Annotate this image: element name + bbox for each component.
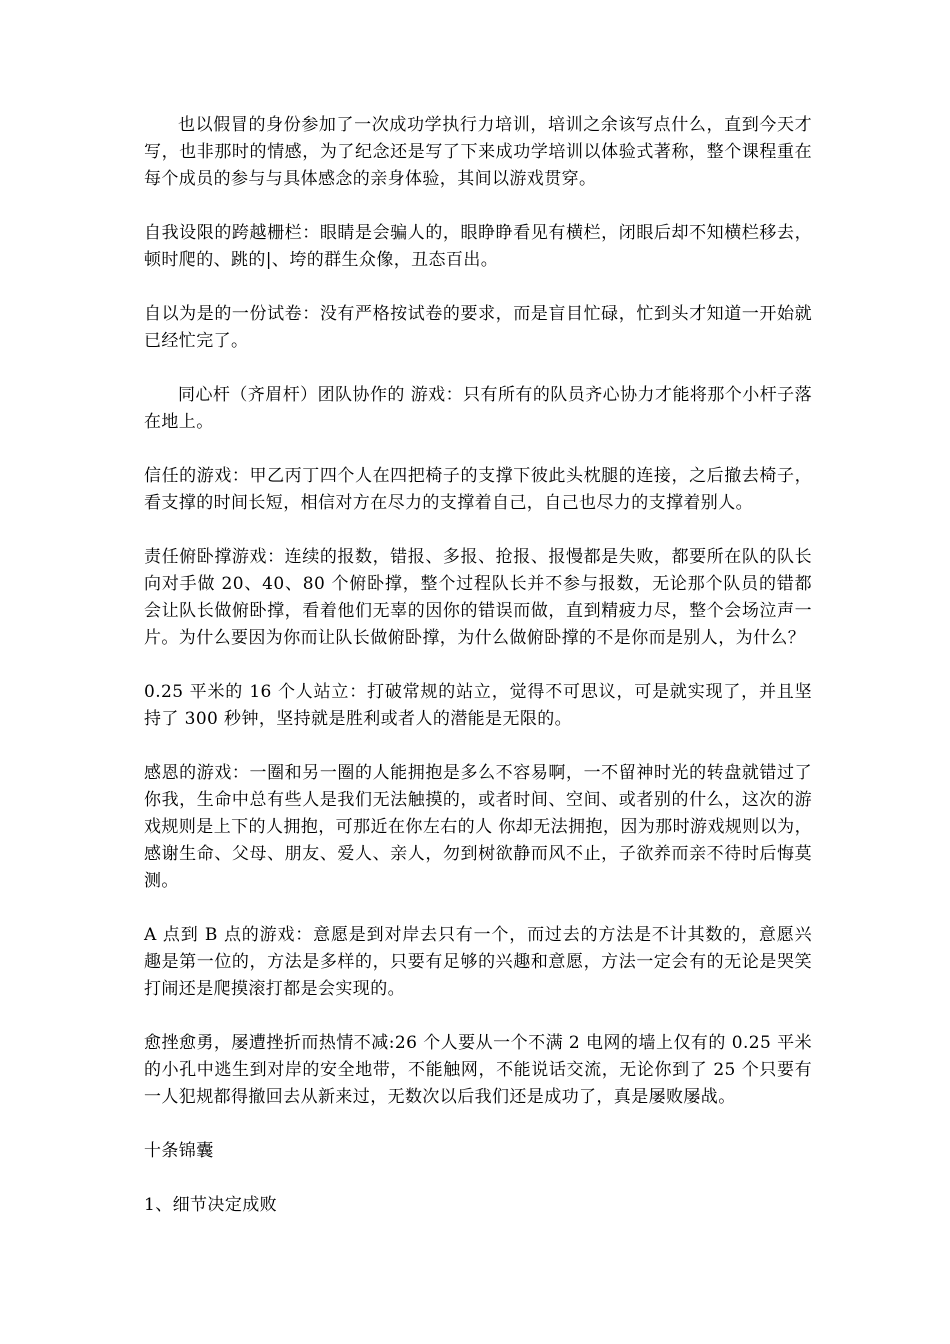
paragraph-standing-game: 0.25 平米的 16 个人站立：打破常规的站立，觉得不可思议，可是就实现了，并且坚持了 300 秒钟，坚持就是胜利或者人的潜能是无限的。	[144, 682, 812, 729]
tip-item-1: 1、细节决定成败	[144, 1195, 278, 1215]
paragraph-test-paper: 自以为是的一份试卷：没有严格按试卷的要求，而是盲目忙碌，忙到头才知道一开始就已经忙完了。	[144, 304, 812, 351]
document-body	[144, 112, 812, 1246]
paragraph-a-to-b-game: A 点到 B 点的游戏：意愿是到对岸去只有一个，而过去的方法是不计其数的，意愿兴趣是第一位的，方法是多样的，只要有足够的兴趣和意愿，方法一定会有的无论是哭笑打闹还是爬摸滚打都是会实现的。	[144, 925, 812, 999]
paragraph-pole-game: 同心杆（齐眉杆）团队协作的 游戏：只有所有的队员齐心协力才能将那个小杆子落在地上。	[144, 385, 812, 432]
paragraph-pushup-game: 责任俯卧撑游戏：连续的报数，错报、多报、抢报、报慢都是失败，都要所在队的队长向对手做 20、40、80 个俯卧撑，整个过程队长并不参与报数，无论那个队员的错都会让队长做俯卧撑，看着他们无辜的因你的错误而做，直到精疲力尽，整个会场泣声一片。为什么要因为你而让队长做俯卧撑，为什么做俯卧撑的不是你而是别人，为什么？	[144, 547, 812, 648]
section-heading-tips: 十条锦囊	[144, 1141, 214, 1161]
paragraph-gratitude-game: 感恩的游戏：一圈和另一圈的人能拥抱是多么不容易啊，一不留神时光的转盘就错过了你我，生命中总有些人是我们无法触摸的，或者时间、空间、或者别的什么，这次的游戏规则是上下的人拥抱，可那近在你左右的人 你却无法拥抱，因为那时游戏规则以为，感谢生命、父母、朋友、爱人、亲人，勿到树欲静而风不止，子欲养而亲不待时后悔莫测。	[144, 763, 812, 891]
paragraph-fence-game: 自我设限的跨越栅栏：眼睛是会骗人的，眼睁睁看见有横栏，闭眼后却不知横栏移去，顿时爬的、跳的|、垮的群生众像，丑态百出。	[144, 223, 812, 270]
paragraph-intro: 也以假冒的身份参加了一次成功学执行力培训，培训之余该写点什么，直到今天才写，也非那时的情感，为了纪念还是写了下来成功学培训以体验式著称，整个课程重在每个成员的参与与具体感念的亲身体验，其间以游戏贯穿。	[144, 115, 812, 189]
paragraph-net-game: 愈挫愈勇，屡遭挫折而热情不减:26 个人要从一个不满 2 电网的墙上仅有的 0.25 平米的小孔中逃生到对岸的安全地带，不能触网，不能说话交流，无论你到了 25 个只要有一人犯规都得撤回去从新来过，无数次以后我们还是成功了，真是屡败屡战。	[144, 1033, 812, 1107]
paragraph-trust-game: 信任的游戏：甲乙丙丁四个人在四把椅子的支撑下彼此头枕腿的连接，之后撤去椅子，看支撑的时间长短，相信对方在尽力的支撑着自己，自己也尽力的支撑着别人。	[144, 466, 812, 513]
